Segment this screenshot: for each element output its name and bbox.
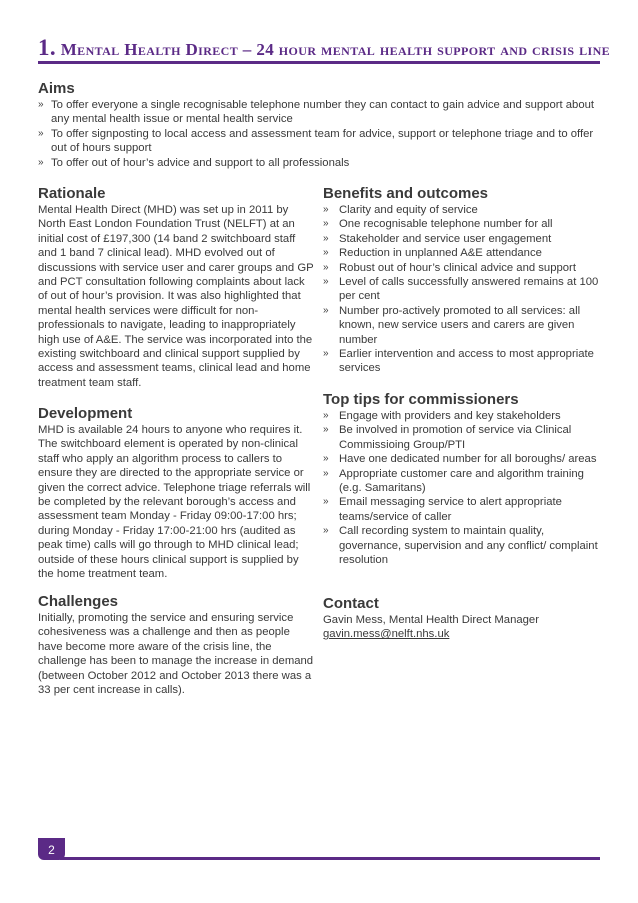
aims-heading: Aims [38,80,75,97]
rationale-text: Mental Health Direct (MHD) was set up in 2011 by North East London Foundation Trust (NELFT) at an initial cost of £197,300 (14 band 2 switchboard staff and 1 band 7 clinical lead). MHD evolved out of discussions with service user and carer groups and GP and PCT consultation following complaints about lack of out of hour’s provision. It was also highlighted that mental health services were difficult for non-professionals to navigate, leading to inappropriately high use of A&E. The service was incorporated into the existing switchboard and clinical support supplied by access and assessment teams, clinical lead and home treatment team staff. [38,204,314,389]
contact-heading: Contact [323,595,379,612]
bullet-icon: » [323,261,329,273]
list-item: » To offer out of hour’s advice and support to all professionals [38,156,350,169]
footer-rule [60,857,600,860]
list-item: » Call recording system to maintain quality, governance, supervision and any conflict/ complaint resolution [323,525,598,567]
bullet-icon: » [323,424,329,436]
rationale-heading: Rationale [38,185,106,202]
aims-section [38,80,600,170]
list-item: » Be involved in promotion of service via Clinical Commissioing Group/PTI [323,424,572,451]
list-item: » To offer everyone a single recognisable telephone number they can contact to gain advice and support about any mental health issue or mental health service [38,99,595,126]
tips-section [323,391,603,567]
bullet-icon: » [323,496,329,508]
aims-list [38,98,600,170]
challenges-text: Initially, promoting the service and ensuring service cohesiveness was a challenge and then as people have become more aware of the crisis line, the challenge has been to manage the increase in demand (between October 2012 and October 2013 there was a 33 per cent increase in calls). [38,612,314,697]
bullet-icon: » [38,156,44,168]
list-item: » Number pro-actively promoted to all services: all known, new service users and carers are given number [323,304,581,346]
section-number: 1. [38,35,57,60]
development-heading: Development [38,405,133,422]
list-item: » Clarity and equity of service [323,204,478,216]
bullet-icon: » [38,99,44,110]
tips-heading: Top tips for commissioners [323,391,519,408]
list-item: » One recognisable telephone number for all [323,218,553,231]
bullet-icon: » [323,276,329,288]
benefits-heading: Benefits and outcomes [323,185,489,202]
bullet-icon: » [323,410,329,421]
bullet-icon: » [323,218,329,230]
list-item: » Engage with providers and key stakeholders [323,410,561,422]
list-item: » Stakeholder and service user engagement [323,232,552,245]
benefits-section [323,185,603,376]
list-item: » Level of calls successfully answered remains at 100 per cent [323,276,599,303]
bullet-icon: » [323,204,329,215]
tips-list [323,409,603,567]
list-item: » Reduction in unplanned A&E attendance [323,247,542,260]
bullet-icon: » [323,304,329,316]
bullet-icon: » [323,247,329,259]
development-section [38,405,316,581]
list-item: » Appropriate customer care and algorithm training (e.g. Samaritans) [323,467,584,495]
list-item: » To offer signposting to local access and assessment team for advice, support or telephone triage and to offer out of hours support [38,127,594,155]
list-item: » Have one dedicated number for all boroughs/ areas [323,453,597,466]
bullet-icon: » [38,127,44,139]
contact-name: Gavin Mess, Mental Health Direct Manager [323,614,539,626]
bullet-icon: » [323,467,329,479]
bullet-icon: » [323,453,329,465]
bullet-icon: » [323,525,329,537]
list-item: » Robust out of hour’s clinical advice and support [323,261,576,274]
contact-email-link[interactable]: gavin.mess@nelft.nhs.uk [323,628,450,641]
title-rule [38,61,600,64]
page-title [38,35,611,60]
section-title: Mental Health Direct – 24 hour mental health support and crisis line [60,40,611,59]
list-item: » Earlier intervention and access to most appropriate services [323,348,594,375]
benefits-list [323,203,603,376]
development-text: MHD is available 24 hours to anyone who requires it. The switchboard element is operated by non-clinical staff who apply an algorithm process to callers to ensure they are directed to the appropriate service or given the correct advice. Telephone triage referrals will be completed by the relevant borough’s access and assessment team Monday - Friday 09:00-17:00 hrs; during Monday - Friday 17:00-21:00 hrs (audited as peak time) calls will go through to MHD clinical lead; outside of these hours clinical support is supplied by the home treatment team. [38,424,311,581]
page-number: 2 [38,838,65,860]
bullet-icon: » [323,348,329,360]
challenges-heading: Challenges [38,593,119,610]
rationale-section [38,185,316,390]
list-item: » Email messaging service to alert appropriate teams/service of caller [323,496,562,523]
challenges-section [38,593,316,697]
contact-section [323,595,603,642]
bullet-icon: » [323,232,329,244]
